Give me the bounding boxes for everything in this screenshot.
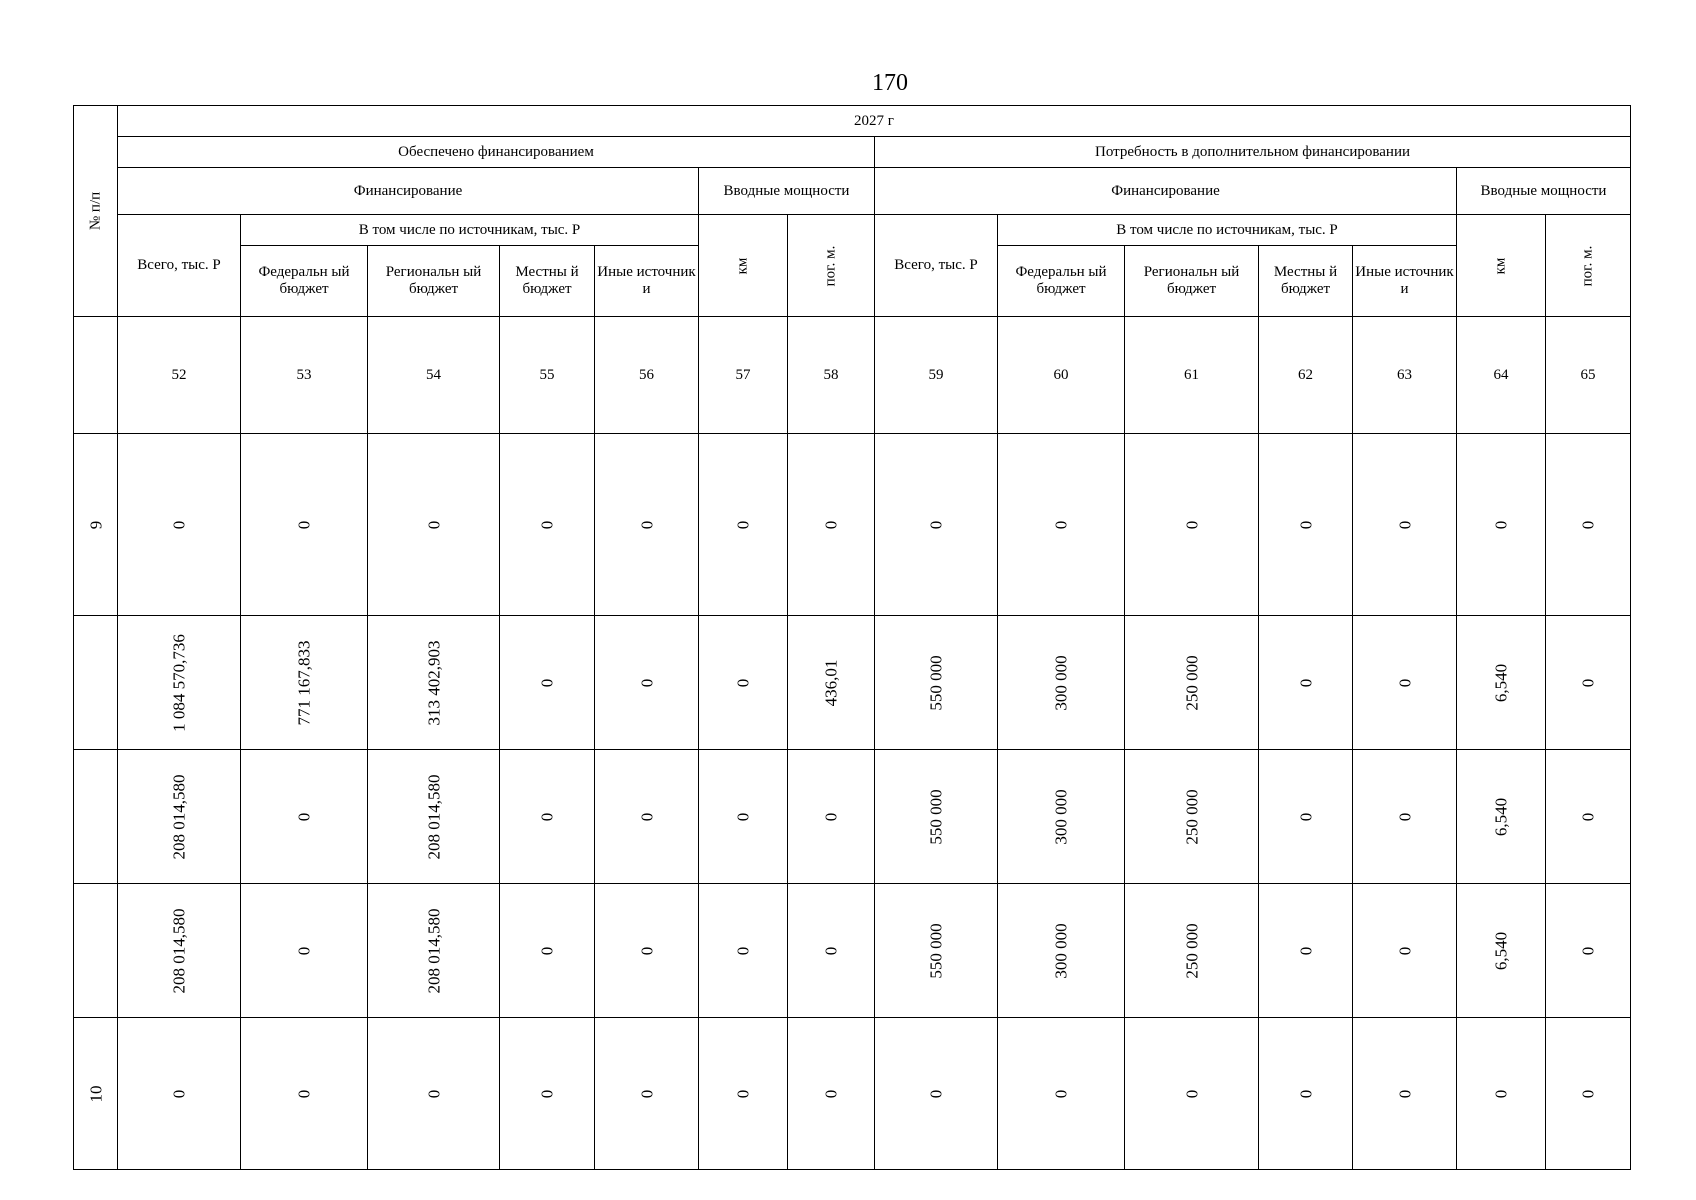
cell-value: 0 <box>1296 520 1315 529</box>
cell-value: 0 <box>1578 1089 1598 1098</box>
km-header-cell <box>699 215 788 317</box>
cell-value: 550 000 <box>926 922 946 979</box>
cell-value: 0 <box>424 1089 443 1098</box>
column-number: 60 <box>998 317 1125 434</box>
cell-value: 0 <box>1051 1089 1071 1098</box>
cell-value: 0 <box>821 812 841 821</box>
table-cell <box>368 1018 500 1170</box>
group-secured-title: Обеспечено финансированием <box>118 137 875 168</box>
table-cell <box>241 1018 368 1170</box>
cell-value: 0 <box>294 812 314 821</box>
cell-value: 0 <box>1395 1089 1414 1098</box>
table-cell <box>595 434 699 616</box>
cell-value: 6,540 <box>1491 663 1511 702</box>
cell-value: 0 <box>637 520 656 529</box>
cell-value: 0 <box>733 678 753 687</box>
row-number-cell <box>74 434 118 616</box>
row-number-cell <box>74 616 118 750</box>
table-cell <box>595 750 699 884</box>
row-number-cell <box>74 884 118 1018</box>
row-number-cell <box>74 1018 118 1170</box>
table-cell <box>595 884 699 1018</box>
cell-value: 250 000 <box>1182 654 1201 711</box>
table-cell <box>595 1018 699 1170</box>
cell-value: 0 <box>1296 678 1315 687</box>
cell-value: 771 167,833 <box>294 640 314 725</box>
pogm-header-cell <box>1546 215 1631 317</box>
source-regional-header: Региональн ый бюджет <box>1125 246 1259 317</box>
cell-value: 0 <box>1395 678 1414 687</box>
table-cell <box>1259 616 1353 750</box>
cell-value: 0 <box>1491 520 1511 529</box>
row-number-header: № п/п <box>87 191 103 231</box>
table-cell <box>118 884 241 1018</box>
cell-value: 0 <box>821 520 841 529</box>
cell-value: 0 <box>1578 946 1598 955</box>
cell-value: 0 <box>733 812 753 821</box>
table-cell <box>1457 884 1546 1018</box>
column-number: 55 <box>500 317 595 434</box>
cell-value: 250 000 <box>1182 788 1201 845</box>
table-cell <box>1259 884 1353 1018</box>
cell-value: 0 <box>1051 520 1071 529</box>
table-cell <box>1353 616 1457 750</box>
km-header: км <box>1492 257 1509 274</box>
cell-value: 0 <box>1491 1089 1511 1098</box>
table-cell <box>368 616 500 750</box>
cell-value: 250 000 <box>1182 922 1201 979</box>
table-cell <box>500 434 595 616</box>
table-cell <box>241 434 368 616</box>
table-cell <box>1125 884 1259 1018</box>
cell-value: 0 <box>169 1089 189 1098</box>
table-cell <box>788 884 875 1018</box>
cell-value: 0 <box>1395 812 1414 821</box>
financing-header: Финансирование <box>875 168 1457 215</box>
cell-value: 0 <box>294 1089 314 1098</box>
table-cell <box>1457 750 1546 884</box>
cell-value: 0 <box>1296 1089 1315 1098</box>
cell-value: 0 <box>733 1089 753 1098</box>
table-cell <box>368 750 500 884</box>
table-cell <box>1546 616 1631 750</box>
capacity-header: Вводные мощности <box>1457 168 1631 215</box>
cell-value: 0 <box>821 1089 841 1098</box>
table-cell <box>368 434 500 616</box>
table-cell <box>118 616 241 750</box>
table-cell <box>1546 434 1631 616</box>
financing-header: Финансирование <box>118 168 699 215</box>
year-header: 2027 г <box>118 106 1631 137</box>
column-number: 58 <box>788 317 875 434</box>
cell-value: 0 <box>1296 946 1315 955</box>
cell-value: 0 <box>1578 520 1598 529</box>
column-number: 62 <box>1259 317 1353 434</box>
table-cell <box>875 616 998 750</box>
cell-value: 0 <box>537 1089 557 1098</box>
pogm-header-cell <box>788 215 875 317</box>
table-cell <box>118 434 241 616</box>
column-numbers-row <box>74 317 1631 434</box>
table-cell <box>875 884 998 1018</box>
cell-value: 0 <box>294 946 314 955</box>
table-cell <box>1259 434 1353 616</box>
table-row <box>74 1018 1631 1170</box>
cell-value: 1 084 570,736 <box>169 633 189 732</box>
cell-value: 6,540 <box>1491 931 1511 970</box>
table-cell <box>500 1018 595 1170</box>
table-cell <box>699 616 788 750</box>
source-local-header: Местны й бюджет <box>1259 246 1353 317</box>
cell-value: 300 000 <box>1051 788 1071 845</box>
table-cell <box>1125 750 1259 884</box>
cell-value: 0 <box>637 946 656 955</box>
table-cell <box>788 616 875 750</box>
table-cell <box>500 616 595 750</box>
column-number: 53 <box>241 317 368 434</box>
cell-value: 0 <box>1578 812 1598 821</box>
cell-value: 0 <box>537 946 557 955</box>
row-number: 10 <box>86 1085 105 1102</box>
row-number: 9 <box>86 520 105 529</box>
km-header: км <box>734 257 751 274</box>
cell-value: 0 <box>537 812 557 821</box>
total-header: Всего, тыс. Р <box>875 215 998 317</box>
cell-value: 0 <box>537 678 557 687</box>
financing-table <box>73 105 1631 1170</box>
table-cell <box>1546 1018 1631 1170</box>
source-other-header: Иные источник и <box>595 246 699 317</box>
source-federal-header: Федеральн ый бюджет <box>241 246 368 317</box>
table-cell <box>1457 434 1546 616</box>
cell-value: 0 <box>926 520 946 529</box>
table-cell <box>875 750 998 884</box>
table-cell <box>1546 884 1631 1018</box>
source-regional-header: Региональн ый бюджет <box>368 246 500 317</box>
cell-value: 0 <box>424 520 443 529</box>
table-cell <box>788 434 875 616</box>
table-cell <box>998 884 1125 1018</box>
source-federal-header: Федеральн ый бюджет <box>998 246 1125 317</box>
cell-value: 0 <box>294 520 314 529</box>
table-cell <box>1457 616 1546 750</box>
total-header: Всего, тыс. Р <box>118 215 241 317</box>
cell-value: 0 <box>169 520 189 529</box>
table-cell <box>875 1018 998 1170</box>
capacity-header: Вводные мощности <box>699 168 875 215</box>
group-additional-title: Потребность в дополнительном финансировании <box>875 137 1631 168</box>
cell-value: 0 <box>1395 520 1414 529</box>
cell-value: 436,01 <box>821 659 841 706</box>
column-number-blank <box>74 317 118 434</box>
cell-value: 300 000 <box>1051 654 1071 711</box>
column-number: 64 <box>1457 317 1546 434</box>
table-cell <box>998 616 1125 750</box>
table-cell <box>595 616 699 750</box>
table-cell <box>1546 750 1631 884</box>
sources-header: В том числе по источникам, тыс. Р <box>241 215 699 246</box>
column-number: 65 <box>1546 317 1631 434</box>
table-cell <box>241 884 368 1018</box>
table-cell <box>699 1018 788 1170</box>
table-cell <box>241 616 368 750</box>
cell-value: 300 000 <box>1051 922 1071 979</box>
table-cell <box>998 1018 1125 1170</box>
column-number: 54 <box>368 317 500 434</box>
cell-value: 0 <box>1578 678 1598 687</box>
cell-value: 0 <box>1296 812 1315 821</box>
source-local-header: Местны й бюджет <box>500 246 595 317</box>
cell-value: 0 <box>637 1089 656 1098</box>
cell-value: 0 <box>637 812 656 821</box>
table-cell <box>1457 1018 1546 1170</box>
cell-value: 0 <box>537 520 557 529</box>
column-number: 61 <box>1125 317 1259 434</box>
table-cell <box>788 750 875 884</box>
cell-value: 208 014,580 <box>169 908 189 993</box>
table-cell <box>1125 434 1259 616</box>
km-header-cell <box>1457 215 1546 317</box>
cell-value: 0 <box>637 678 656 687</box>
table-cell <box>118 1018 241 1170</box>
cell-value: 0 <box>1182 520 1201 529</box>
table-row <box>74 750 1631 884</box>
table-cell <box>118 750 241 884</box>
table-cell <box>699 434 788 616</box>
cell-value: 0 <box>926 1089 946 1098</box>
cell-value: 208 014,580 <box>169 774 189 859</box>
cell-value: 208 014,580 <box>424 774 443 859</box>
cell-value: 313 402,903 <box>424 640 443 725</box>
table-cell <box>1353 1018 1457 1170</box>
cell-value: 0 <box>1182 1089 1201 1098</box>
column-number: 57 <box>699 317 788 434</box>
source-other-header: Иные источник и <box>1353 246 1457 317</box>
table-cell <box>699 750 788 884</box>
pogm-header: пог. м. <box>822 245 839 286</box>
table-cell <box>500 750 595 884</box>
cell-value: 0 <box>1395 946 1414 955</box>
table-row <box>74 616 1631 750</box>
table-row <box>74 884 1631 1018</box>
table-cell <box>500 884 595 1018</box>
table-cell <box>788 1018 875 1170</box>
table-cell <box>998 750 1125 884</box>
cell-value: 0 <box>821 946 841 955</box>
table-cell <box>699 884 788 1018</box>
table-row <box>74 434 1631 616</box>
cell-value: 6,540 <box>1491 797 1511 836</box>
table-cell <box>368 884 500 1018</box>
table-cell <box>1125 1018 1259 1170</box>
row-number-header-cell <box>74 106 118 317</box>
column-number: 59 <box>875 317 998 434</box>
table-cell <box>1125 616 1259 750</box>
table-cell <box>1353 750 1457 884</box>
table-cell <box>1353 884 1457 1018</box>
cell-value: 0 <box>733 946 753 955</box>
sources-header: В том числе по источникам, тыс. Р <box>998 215 1457 246</box>
cell-value: 208 014,580 <box>424 908 443 993</box>
column-number: 63 <box>1353 317 1457 434</box>
table-cell <box>875 434 998 616</box>
table-cell <box>1353 434 1457 616</box>
pogm-header: пог. м. <box>1579 245 1596 286</box>
column-number: 52 <box>118 317 241 434</box>
table-cell <box>1259 1018 1353 1170</box>
cell-value: 550 000 <box>926 654 946 711</box>
cell-value: 550 000 <box>926 788 946 845</box>
page-number: 170 <box>872 70 908 96</box>
column-number: 56 <box>595 317 699 434</box>
row-number-cell <box>74 750 118 884</box>
table-cell <box>998 434 1125 616</box>
table-cell <box>1259 750 1353 884</box>
cell-value: 0 <box>733 520 753 529</box>
table-cell <box>241 750 368 884</box>
